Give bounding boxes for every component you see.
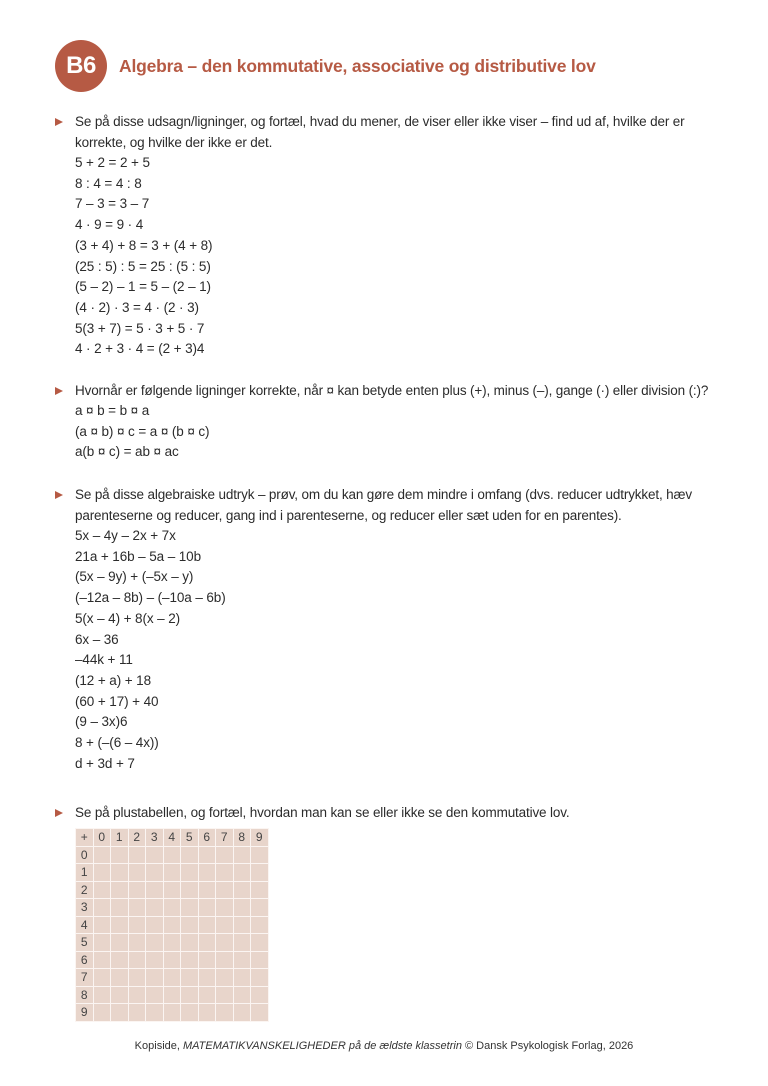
table-cell-empty[interactable] xyxy=(111,899,129,917)
table-cell-empty[interactable] xyxy=(181,881,199,899)
triangle-bullet-icon xyxy=(55,380,75,401)
task-prompt: Se på disse udsagn/ligninger, og fortæl, hvad du mener, de viser eller ikke viser – find ud af, hvilke der er korrekte, og hvilke der ikke er det. xyxy=(75,114,685,150)
table-cell-empty[interactable] xyxy=(128,934,146,952)
plus-table xyxy=(75,828,269,1022)
table-cell-empty[interactable] xyxy=(251,969,269,987)
task-4 xyxy=(55,802,715,823)
table-cell-empty[interactable] xyxy=(198,916,216,934)
task-prompt: Se på plustabellen, og fortæl, hvordan man kan se eller ikke se den kommutative lov. xyxy=(75,805,570,820)
table-cell-empty[interactable] xyxy=(146,864,164,882)
table-cell-empty[interactable] xyxy=(93,1004,111,1022)
table-cell-empty[interactable] xyxy=(128,1004,146,1022)
table-cell-empty[interactable] xyxy=(198,934,216,952)
table-cell-empty[interactable] xyxy=(251,934,269,952)
table-cell-empty[interactable] xyxy=(216,986,234,1004)
table-cell-empty[interactable] xyxy=(216,951,234,969)
equation-list xyxy=(75,401,715,463)
math-line: (5x – 9y) + (–5x – y) xyxy=(75,569,194,585)
table-cell-empty[interactable] xyxy=(181,916,199,934)
table-cell-empty[interactable] xyxy=(146,881,164,899)
table-row xyxy=(76,864,269,882)
math-line: (12 + a) + 18 xyxy=(75,672,152,688)
table-cell-empty[interactable] xyxy=(163,1004,181,1022)
row-header: 5 xyxy=(76,934,94,952)
math-line: d + 3d + 7 xyxy=(75,755,135,771)
math-line: (60 + 17) + 40 xyxy=(75,693,159,709)
footer-book-title: MATEMATIKVANSKELIGHEDER på de ældste klassetrin xyxy=(182,1040,462,1052)
table-cell-empty[interactable] xyxy=(128,986,146,1004)
table-cell-empty[interactable] xyxy=(251,881,269,899)
table-cell-empty[interactable] xyxy=(181,899,199,917)
math-line: (–12a – 8b) – (–10a – 6b) xyxy=(75,590,226,606)
table-cell-empty[interactable] xyxy=(111,934,129,952)
table-cell-empty[interactable] xyxy=(233,1004,251,1022)
table-cell-empty[interactable] xyxy=(251,916,269,934)
table-cell-empty[interactable] xyxy=(216,899,234,917)
table-cell-empty[interactable] xyxy=(111,916,129,934)
math-line: (a ¤ b) ¤ c = a ¤ (b ¤ c) xyxy=(75,423,210,439)
table-cell-empty[interactable] xyxy=(251,846,269,864)
task-3 xyxy=(55,484,715,774)
table-cell-empty[interactable] xyxy=(111,951,129,969)
table-cell-empty[interactable] xyxy=(146,969,164,987)
table-cell-empty[interactable] xyxy=(216,916,234,934)
table-cell-empty[interactable] xyxy=(198,864,216,882)
column-header: 1 xyxy=(111,829,129,847)
table-row xyxy=(76,934,269,952)
table-cell-empty[interactable] xyxy=(216,1004,234,1022)
table-cell-empty[interactable] xyxy=(93,899,111,917)
table-cell-empty[interactable] xyxy=(128,969,146,987)
row-header: 9 xyxy=(76,1004,94,1022)
table-cell-empty[interactable] xyxy=(146,916,164,934)
table-cell-empty[interactable] xyxy=(111,986,129,1004)
table-cell-empty[interactable] xyxy=(198,951,216,969)
row-header: 7 xyxy=(76,969,94,987)
table-cell-empty[interactable] xyxy=(93,916,111,934)
task-prompt: Se på disse algebraiske udtryk – prøv, om du kan gøre dem mindre i omfang (dvs. reducer udtrykket, hæv parenteserne og reducer, gang ind i parenteserne, og reducer eller sæt uden for en parentes). xyxy=(75,487,692,523)
math-line: (5 – 2) – 1 = 5 – (2 – 1) xyxy=(75,279,211,295)
table-cell-empty[interactable] xyxy=(233,899,251,917)
table-cell-empty[interactable] xyxy=(198,986,216,1004)
expression-list xyxy=(75,526,715,774)
column-header: 4 xyxy=(163,829,181,847)
table-cell-empty[interactable] xyxy=(216,846,234,864)
table-cell-empty[interactable] xyxy=(163,899,181,917)
math-line: 5(3 + 7) = 5 · 3 + 5 · 7 xyxy=(75,320,205,336)
equation-list xyxy=(75,153,715,360)
row-header: 3 xyxy=(76,899,94,917)
section-badge: B6 xyxy=(55,40,107,92)
math-line: 8 + (–(6 – 4x)) xyxy=(75,735,159,751)
table-cell-empty[interactable] xyxy=(216,864,234,882)
math-line: (25 : 5) : 5 = 25 : (5 : 5) xyxy=(75,258,211,274)
table-cell-empty[interactable] xyxy=(111,969,129,987)
math-line: 5x – 4y – 2x + 7x xyxy=(75,528,176,543)
table-cell-empty[interactable] xyxy=(181,864,199,882)
math-line: a ¤ b = b ¤ a xyxy=(75,403,150,418)
column-header: 0 xyxy=(93,829,111,847)
table-cell-empty[interactable] xyxy=(128,864,146,882)
table-row xyxy=(76,846,269,864)
table-cell-empty[interactable] xyxy=(251,864,269,882)
row-header: 1 xyxy=(76,864,94,882)
table-cell-empty[interactable] xyxy=(181,934,199,952)
table-cell-empty[interactable] xyxy=(128,951,146,969)
table-cell-empty[interactable] xyxy=(233,986,251,1004)
table-cell-empty[interactable] xyxy=(233,951,251,969)
triangle-bullet-icon xyxy=(55,111,75,153)
table-cell-empty[interactable] xyxy=(146,899,164,917)
math-line: a(b ¤ c) = ab ¤ ac xyxy=(75,444,179,460)
table-cell-empty[interactable] xyxy=(198,899,216,917)
table-row xyxy=(76,969,269,987)
table-cell-empty[interactable] xyxy=(128,846,146,864)
table-row xyxy=(76,899,269,917)
column-header: 7 xyxy=(216,829,234,847)
math-line: 4 · 2 + 3 · 4 = (2 + 3)4 xyxy=(75,341,205,357)
table-cell-empty[interactable] xyxy=(146,951,164,969)
math-line: 5 + 2 = 2 + 5 xyxy=(75,155,150,170)
page-title: Algebra – den kommutative, associative og distributive lov xyxy=(119,55,596,76)
table-row xyxy=(76,986,269,1004)
table-cell-empty[interactable] xyxy=(93,986,111,1004)
math-line: –44k + 11 xyxy=(75,652,133,668)
table-cell-empty[interactable] xyxy=(251,951,269,969)
table-cell-empty[interactable] xyxy=(93,951,111,969)
table-cell-empty[interactable] xyxy=(251,1004,269,1022)
table-cell-empty[interactable] xyxy=(233,934,251,952)
table-cell-empty[interactable] xyxy=(93,864,111,882)
math-line: 8 : 4 = 4 : 8 xyxy=(75,175,142,191)
table-cell-empty[interactable] xyxy=(163,846,181,864)
table-cell-empty[interactable] xyxy=(181,951,199,969)
table-cell-empty[interactable] xyxy=(128,881,146,899)
table-cell-empty[interactable] xyxy=(233,846,251,864)
table-cell-empty[interactable] xyxy=(216,934,234,952)
column-header: 5 xyxy=(181,829,199,847)
table-cell-empty[interactable] xyxy=(198,846,216,864)
task-prompt: Hvornår er følgende ligninger korrekte, når ¤ kan betyde enten plus (+), minus (–), gange (·) eller division (:)? xyxy=(75,383,709,398)
table-cell-empty[interactable] xyxy=(181,846,199,864)
table-cell-empty[interactable] xyxy=(163,951,181,969)
math-line: 21a + 16b – 5a – 10b xyxy=(75,548,201,564)
table-cell-empty[interactable] xyxy=(233,916,251,934)
table-cell-empty[interactable] xyxy=(146,1004,164,1022)
table-cell-empty[interactable] xyxy=(146,986,164,1004)
table-cell-empty[interactable] xyxy=(111,846,129,864)
table-cell-empty[interactable] xyxy=(163,881,181,899)
table-cell-empty[interactable] xyxy=(181,1004,199,1022)
column-header: 8 xyxy=(233,829,251,847)
table-corner-plus: + xyxy=(76,829,94,847)
table-row xyxy=(76,1004,269,1022)
row-header: 4 xyxy=(76,916,94,934)
table-cell-empty[interactable] xyxy=(181,969,199,987)
table-cell-empty[interactable] xyxy=(128,899,146,917)
math-line: 7 – 3 = 3 – 7 xyxy=(75,196,150,212)
footer-prefix: Kopiside, xyxy=(134,1040,183,1052)
table-cell-empty[interactable] xyxy=(198,881,216,899)
column-header: 6 xyxy=(198,829,216,847)
table-cell-empty[interactable] xyxy=(93,881,111,899)
triangle-bullet-icon xyxy=(55,802,75,823)
table-cell-empty[interactable] xyxy=(233,969,251,987)
row-header: 6 xyxy=(76,951,94,969)
math-line: 6x – 36 xyxy=(75,631,119,647)
table-cell-empty[interactable] xyxy=(233,881,251,899)
math-line: (3 + 4) + 8 = 3 + (4 + 8) xyxy=(75,237,213,253)
table-cell-empty[interactable] xyxy=(163,934,181,952)
table-cell-empty[interactable] xyxy=(251,986,269,1004)
table-cell-empty[interactable] xyxy=(93,969,111,987)
table-cell-empty[interactable] xyxy=(233,864,251,882)
column-header: 2 xyxy=(128,829,146,847)
table-cell-empty[interactable] xyxy=(216,881,234,899)
table-cell-empty[interactable] xyxy=(146,934,164,952)
table-row xyxy=(76,951,269,969)
column-header: 9 xyxy=(251,829,269,847)
table-cell-empty[interactable] xyxy=(163,864,181,882)
math-line: 4 · 9 = 9 · 4 xyxy=(75,217,144,233)
task-2 xyxy=(55,380,715,463)
row-header: 2 xyxy=(76,881,94,899)
table-cell-empty[interactable] xyxy=(128,916,146,934)
table-row xyxy=(76,916,269,934)
table-cell-empty[interactable] xyxy=(93,934,111,952)
task-1 xyxy=(55,111,715,360)
table-cell-empty[interactable] xyxy=(111,1004,129,1022)
table-cell-empty[interactable] xyxy=(198,1004,216,1022)
table-cell-empty[interactable] xyxy=(163,986,181,1004)
triangle-bullet-icon xyxy=(55,484,75,526)
table-header-row xyxy=(76,829,269,847)
table-row xyxy=(76,881,269,899)
math-line: 5(x – 4) + 8(x – 2) xyxy=(75,610,181,626)
table-cell-empty[interactable] xyxy=(111,864,129,882)
row-header: 0 xyxy=(76,846,94,864)
table-cell-empty[interactable] xyxy=(198,969,216,987)
table-cell-empty[interactable] xyxy=(163,916,181,934)
footer-copyright: © Dansk Psykologisk Forlag, 2026 xyxy=(461,1040,634,1052)
table-cell-empty[interactable] xyxy=(216,969,234,987)
page-footer xyxy=(0,1040,768,1052)
table-cell-empty[interactable] xyxy=(181,986,199,1004)
math-line: (9 – 3x)6 xyxy=(75,714,128,730)
table-cell-empty[interactable] xyxy=(163,969,181,987)
table-cell-empty[interactable] xyxy=(111,881,129,899)
table-cell-empty[interactable] xyxy=(93,846,111,864)
table-cell-empty[interactable] xyxy=(251,899,269,917)
table-cell-empty[interactable] xyxy=(146,846,164,864)
row-header: 8 xyxy=(76,986,94,1004)
math-line: (4 · 2) · 3 = 4 · (2 · 3) xyxy=(75,299,199,315)
column-header: 3 xyxy=(146,829,164,847)
page-header xyxy=(55,40,596,92)
